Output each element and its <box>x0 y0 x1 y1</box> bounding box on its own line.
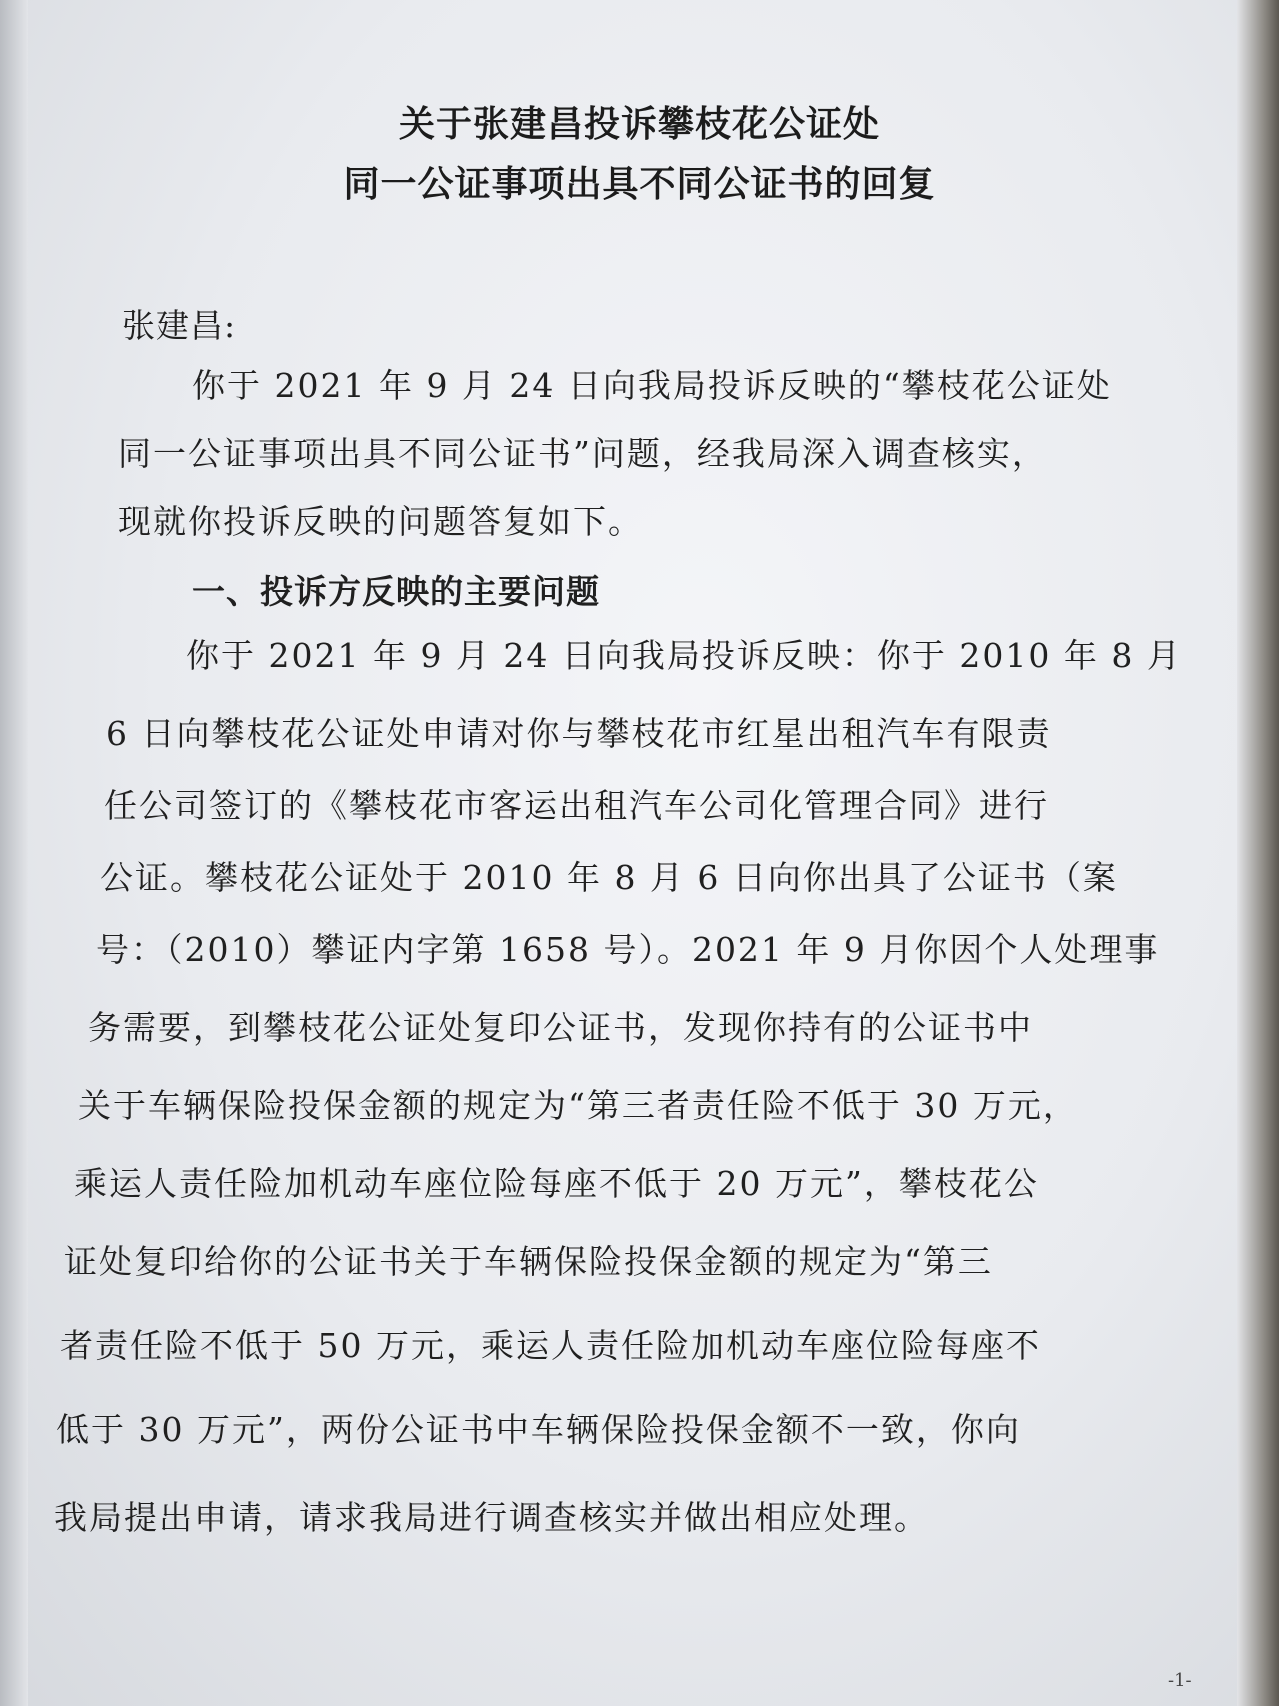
page-right-edge <box>1237 0 1279 1706</box>
paragraph2-line: 证处复印给你的公证书关于车辆保险投保金额的规定为“第三 <box>64 1242 993 1281</box>
paragraph1-line: 同一公证事项出具不同公证书”问题，经我局深入调查核实， <box>118 434 1047 473</box>
section1-heading: 一、投诉方反映的主要问题 <box>192 572 600 611</box>
paragraph2-line: 务需要，到攀枝花公证处复印公证书，发现你持有的公证书中 <box>88 1008 1033 1047</box>
paragraph1-line: 现就你投诉反映的问题答复如下。 <box>118 502 643 541</box>
paragraph2-line: 乘运人责任险加机动车座位险每座不低于 20 万元”，攀枝花公 <box>74 1164 1039 1203</box>
paragraph2-line: 我局提出申请，请求我局进行调查核实并做出相应处理。 <box>54 1498 929 1537</box>
paragraph2-line: 6 日向攀枝花公证处申请对你与攀枝花市红星出租汽车有限责 <box>106 714 1052 753</box>
salutation: 张建昌: <box>122 306 237 345</box>
paragraph2-line: 你于 2021 年 9 月 24 日向我局投诉反映：你于 2010 年 8 月 <box>186 636 1182 675</box>
document-title-line-1: 关于张建昌投诉攀枝花公证处 <box>398 103 880 145</box>
paragraph2-line: 任公司签订的《攀枝花市客运出租汽车公司化管理合同》进行 <box>104 786 1049 825</box>
page-left-shadow <box>0 0 28 1706</box>
paragraph2-line: 号：（2010）攀证内字第 1658 号）。2021 年 9 月你因个人处理事 <box>96 930 1160 969</box>
page-number: -1- <box>1168 1670 1192 1691</box>
paragraph2-line: 低于 30 万元”，两份公证书中车辆保险投保金额不一致，你向 <box>56 1410 1021 1449</box>
paragraph2-line: 公证。攀枝花公证处于 2010 年 8 月 6 日向你出具了公证书（案 <box>100 858 1118 897</box>
paragraph2-line: 关于车辆保险投保金额的规定为“第三者责任险不低于 30 万元， <box>78 1086 1078 1125</box>
document-title-line-2: 同一公证事项出具不同公证书的回复 <box>343 163 936 205</box>
paragraph1-line: 你于 2021 年 9 月 24 日向我局投诉反映的“攀枝花公证处 <box>192 366 1112 405</box>
paragraph2-line: 者责任险不低于 50 万元，乘运人责任险加机动车座位险每座不 <box>60 1326 1041 1365</box>
